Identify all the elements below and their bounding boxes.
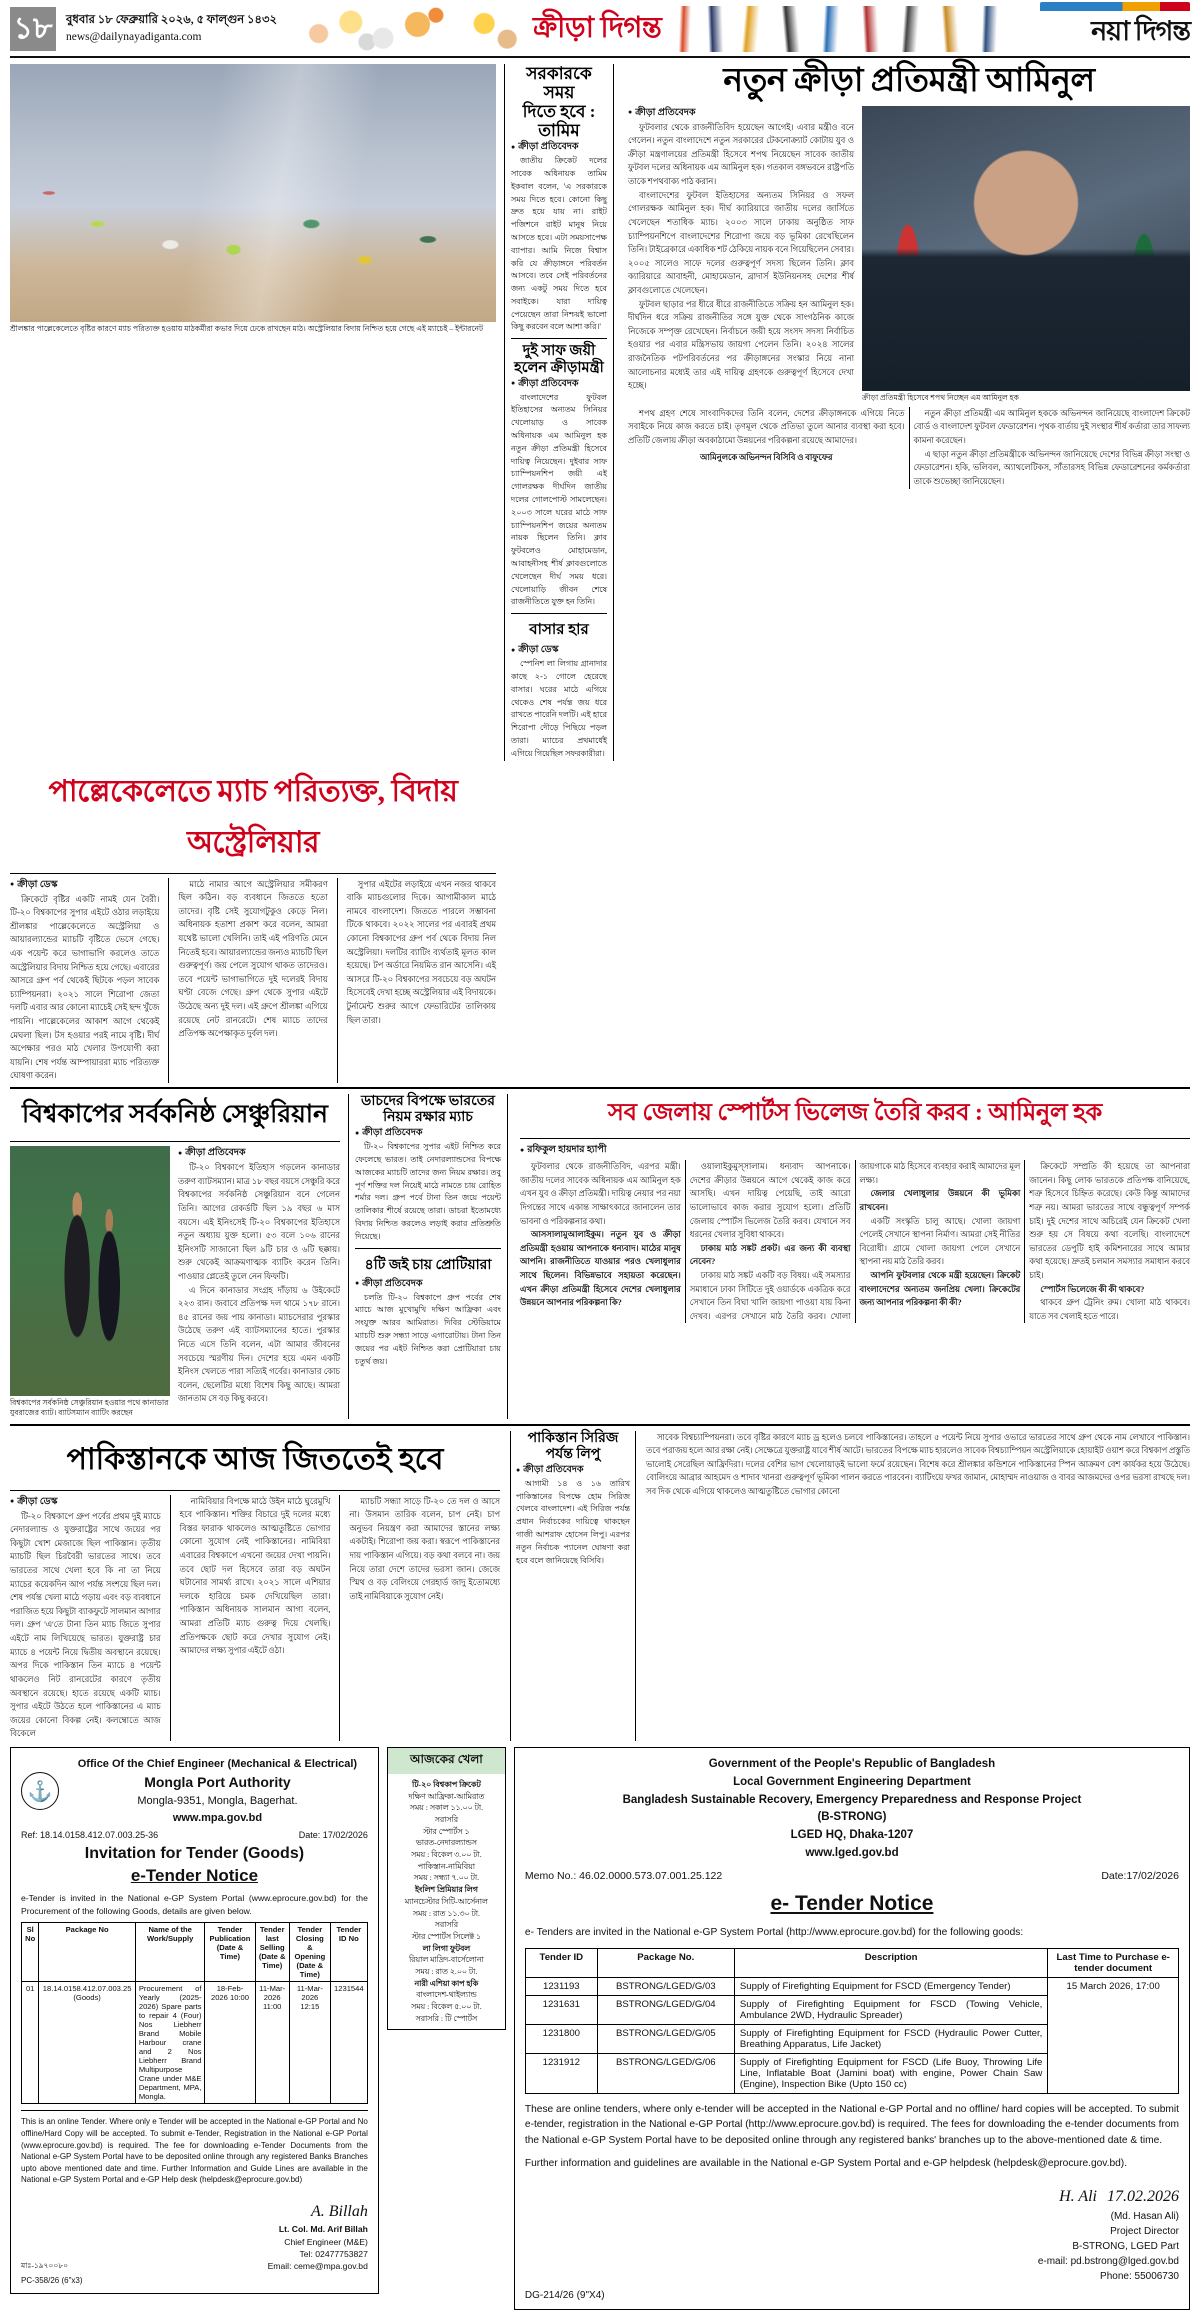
mpa-ad-code: PC-358/26 (6"x3): [21, 2275, 83, 2285]
lged-th-desc: Description: [734, 1949, 1047, 1978]
pakistan-col-1: ● ক্রীড়া ডেস্ক টি-২০ বিশ্বকাপে গ্রুপ পর্বের প্রথম দুই ম্যাচে নেদারল্যান্ড ও যুক্তরাষ্ট্রের সাথে জয়ের পর কিছুটা খোশ মেজাজে ছিল পাকিস্তান। তৃতীয় ম্যাচটি ছিল চিরবৈরী ভারতের সাথে। তবে ভারতের সাথে খেলা হবে কি না তা নিয়ে ম্যাচের কয়েকদিন আগ পর্যন্ত সংশয়ে ছিল দল। শেষ পর্যন্ত খেলা মাঠে গড়ায় এবং বড় ব্যবধানে পরাজিত হয়ে কিছুটা ব্যাকফুটে সালমান আগার দল। গ্রুপ 'এ'তে টানা তিন ম্যাচ জিতে সুপার এইটে নাম লিখিয়েছে ভারত। যুক্তরাষ্ট্র চার ম্যাচে ৪ পয়েন্ট নিয়ে দ্বিতীয় অবস্থানে রয়েছে। অপর দিকে পাকিস্তান তিন ম্যাচে ৪ পয়েন্ট থাকলেও নিট রানরেটের কারণে তৃতীয় অবস্থানে রয়েছে। হাতে রয়েছে একটি ম্যাচ। সুপার এইটে উঠতে হলে পাকিস্তানের এ ম্যাচ জয়ের কোনো বিকল্প নেই। কলম্বোতে আজ বিকেলে: [10, 1495, 161, 1741]
mpa-th-id: Tender ID No: [330, 1923, 367, 1982]
list-item: সরাসরি : টি স্পোর্টস: [415, 2013, 478, 2023]
lged-gov-line-2: Local Government Engineering Department: [733, 1775, 971, 1788]
pallekele-section: [10, 761, 1190, 1084]
list-item: বাংলাদেশ-থাইল্যান্ড: [416, 1990, 477, 2000]
todays-games-list: [394, 1779, 499, 2024]
masthead: [10, 6, 1190, 58]
lged-gov-line-4: (B-STRONG): [817, 1811, 887, 1824]
date-block: [66, 12, 277, 45]
mpa-td-package: 18.14.0158.412.07.003.25 (Goods): [39, 1982, 135, 2104]
lged-td-id: 1231912: [525, 2054, 597, 2094]
mpa-th-sl: Sl No: [22, 1923, 39, 1982]
list-item: টি-২০ বিশ্বকাপ ক্রিকেট: [412, 1779, 481, 1789]
lged-td-package: BSTRONG/LGED/G/06: [597, 2054, 734, 2094]
lipu-body: আগামী ১৪ ও ১৬ তারিখ পাকিস্তানের বিপক্ষে হোম সিরিজ খেলবে বাংলাদেশ। এই সিরিজ পর্যন্ত প্রধান নির্বাচকের দায়িত্বে থাকছেন গাজী আশরাফ হোসেন লিপু। এরপর নতুন নির্বাচক প্যানেল ঘোষণা করা হবে বলে জানিয়েছে বিসিবি।: [516, 1478, 630, 1565]
four-headline: ৪টি জই চায় প্রোটিয়ারা: [364, 1257, 492, 1273]
mpa-th-package: Package No: [39, 1923, 135, 1982]
sports-balls-graphic: [291, 6, 521, 52]
dachen-byline: ● ক্রীড়া প্রতিবেদক: [355, 1126, 501, 1141]
table-row: [525, 1978, 1178, 1996]
mpa-th-pub: Tender Publication (Date & Time): [205, 1923, 255, 1982]
four-body: চলতি টি-২০ বিশ্বকাপে গ্রুপ পর্বের শেষ ম্যাচে আজ মুখোমুখি দক্ষিণ আফ্রিকা এবং সংযুক্ত আরব আমিরাত। দিবির স্টেডিয়ামে ম্যাচটি শুরু সন্ধ্যা সাড়ে এগারোটায়। টানা তিন জয়ের পর এইট নিশ্চিত করা প্রোটিয়ারা চায় চতুর্থ জয়।: [355, 1292, 501, 1366]
lged-memo-no: Memo No.: 46.02.0000.573.07.001.25.122: [524, 1869, 723, 1882]
list-item: নারী এশিয়া কাপ হকি: [414, 1978, 479, 1988]
mpa-sign-title: Chief Engineer (M&E): [284, 2236, 368, 2247]
lged-gov-line-1: Government of the People's Republic of Bangladesh: [708, 1757, 996, 1770]
top-section: [10, 64, 1190, 761]
batsman-photo-caption: বিশ্বকাপের সর্বকনিষ্ঠ সেঞ্চুরিয়ান হওয়ার পথে কানাডার যুবরাজের ব্যাট। ব্যাটসম্যান ব্যাটিং করছেন: [10, 1398, 169, 1418]
lged-td-desc: Supply of Firefighting Equipment for FSCD (Hydraulic Power Cutter, Breathing Apparatus, Life Jacket): [734, 2025, 1047, 2054]
youngest-century-article: [10, 1094, 340, 1419]
mpa-td-work: Procurement of Yearly (2025-2026) Spare parts to repair 4 (Four) Nos Liebherr Brand Mobile Harbour crane and 2 Nos Liebherr Brand Multipurpose Crane under M&E Department, MPA, Mongla.: [135, 1982, 205, 2104]
tamim-headline-line2: দিতে হবে : তামিম: [522, 102, 596, 141]
minister-photo-caption: ক্রীড়া প্রতিমন্ত্রী হিসেবে শপথ নিচ্ছেন এম আমিনুল হক: [862, 392, 1019, 402]
mpa-td-id: 1231544: [330, 1982, 367, 2104]
mpa-website[interactable]: www.mpa.gov.bd: [172, 1811, 263, 1824]
list-item: সময় : সকাল ১১.০০ টা.: [409, 1803, 484, 1813]
pitch-article-column: [10, 64, 496, 761]
table-row: [22, 1982, 368, 2104]
lged-gov-line-5: LGED HQ, Dhaka-1207: [790, 1829, 914, 1842]
logo-color-bar: [1040, 2, 1190, 11]
tamim-byline: ● ক্রীড়া প্রতিবেদক: [511, 140, 607, 155]
middle-briefs-column: [504, 64, 614, 761]
list-item: ভারত-নেদারল্যান্ডস: [415, 1838, 477, 1848]
minister-body-1: ফুটবলার থেকে রাজনীতিবিদ হয়েছেন আগেই। এবার মন্ত্রীও বনে গেলেন। নতুন বাংলাদেশে নতুন সরকারের টেকনোক্র্যাট কোটায় যুব ও ক্রীড়া মন্ত্রণালয়ের প্রতিমন্ত্রী হিসেবে শপথ নিয়েছেন সাবেক জাতীয় ফুটবল দলের অধিনায়ক এম আমিনুল হক। গতকাল বঙ্গভবনে রাষ্ট্রপতি তাকে শপথবাক্য পাঠ করান। বাংলাদেশের ফুটবল ইতিহাসের অন্যতম সিনিয়র ও সফল গোলরক্ষক আমিনুল হক। দীর্ঘ ক্যারিয়ারে জাতীয় দলের জার্সিতে খেলেছেন শতাধিক ম্যাচ। ২০০৩ সালে ঢাকায় অনুষ্ঠিত সাফ চ্যাম্পিয়নশিপে বাংলাদেশের শিরোপা জয়ে বড় ভূমিকা রেখেছিলেন তিনি। টাইব্রেকারে একাধিক শট ঠেকিয়ে নায়ক বনে গিয়েছিলেন সেবার। ২০০৫ সালেও সাফে দলের গুরুত্বপূর্ণ সদস্য ছিলেন তিনি। ক্লাব ক্যারিয়ারে আবাহনী, মোহামেডান, ব্রাদার্স ইউনিয়নসহ দেশের শীর্ষ ক্লাবগুলোতে খেলেছেন। ফুটবল ছাড়ার পর ধীরে ধীরে রাজনীতিতে সক্রিয় হন আমিনুল হক। দীর্ঘদিন ধরে সক্রিয় রাজনীতির সঙ্গে যুক্ত থেকে সাংগঠনিক কাজে নিজেকে সম্পৃক্ত রেখেছেন। নির্বাচনে জয়ী হয়ে সংসদ সদস্য নির্বাচিত হওয়ার পর এবার মন্ত্রিসভায় জায়গা পেলেন তিনি। ২০২৪ সালের রাজনৈতিক পটপরিবর্তনের পর ক্রীড়াঙ্গনের সংস্কার নিয়ে নানা আলোচনার মধ্যেই তার এই দায়িত্ব গ্রহণকে গুরুত্বপূর্ণ হিসেবে দেখা হচ্ছে।: [628, 122, 854, 391]
list-item: সময় : রাত ১১.৩০ টা.: [412, 1908, 480, 1918]
paper-logo-text: নয়া দিগন্ত: [1091, 16, 1190, 46]
dachen-body: টি-২০ বিশ্বকাপের সুপার এইট নিশ্চিত করে ফেলেছে ভারত। তাই নেদারল্যান্ডসের বিপক্ষে আজকের ম্যাচটি তাদের জন্য নিয়ম রক্ষার। তবু পূর্ণ শক্তির দল নিয়েই মাঠে নামতে চায় রোহিত শর্মার দল। গ্রুপ পর্বে টানা তিন জয়ে পয়েন্ট তালিকার শীর্ষে রয়েছে তারা। ডাচরা ইতোমধ্যে বিদায় নিশ্চিত করলেও লড়াই করার প্রতিশ্রুতি দিয়েছে।: [355, 1142, 501, 1241]
mpa-note: This is an online Tender. Where only e Tender will be accepted in the National e-GP Portal and No offline/Hard Copy will be accepted. To submit e-Tender, Registration in the National e-GP Portal (www.eprocure.gov.bd) is required. The fee for downloading e-Tender Documents from the National e-GP System Portal have to be deposited online through any registered Banks Branches upto above mentioned date and time. Further Information and Guide Lines are available in the National e-GP System Portal and e-GP Help desk (helpdesk@eprocure.gov.bd): [21, 2110, 368, 2186]
lged-signature-date: 17.02.2026: [1107, 2188, 1179, 2206]
paper-logo: [1032, 2, 1190, 56]
list-item: দক্ষিণ আফ্রিকা-আমিরাত: [408, 1791, 485, 1801]
pakistan-section: [10, 1431, 1190, 1741]
pallekele-byline: ● ক্রীড়া ডেস্ক: [10, 878, 159, 893]
mpa-signature-block: [268, 2200, 368, 2273]
lged-td-desc: Supply of Firefighting Equipment for FSCD (Emergency Tender): [734, 1978, 1047, 1996]
sports-village-article: [516, 1094, 1190, 1419]
lged-ad-code: DG-214/26 (9"X4): [524, 2290, 605, 2302]
lged-table-header-row: [525, 1949, 1178, 1978]
lged-td-package: BSTRONG/LGED/G/03: [597, 1978, 734, 1996]
publication-date: বুধবার ১৮ ফেব্রুয়ারি ২০২৬, ৫ ফাল্গুন ১৪৩২: [66, 14, 277, 27]
todays-games-title: আজকের খেলা: [388, 1748, 505, 1774]
basar-headline: বাসার হার: [529, 622, 589, 639]
mpa-sign-name: Lt. Col. Md. Arif Billah: [278, 2224, 368, 2235]
lged-signature-block: [525, 2185, 1179, 2284]
youngest-text-block: ● ক্রীড়া প্রতিবেদক টি-২০ বিশ্বকাপে ইতিহাস গড়লেন কানাডার তরুণ ব্যাটসম্যান। মাত্র ১৮ বছর বয়সে সেঞ্চুরি করে বিশ্বকাপের সর্বকনিষ্ঠ সেঞ্চুরিয়ান বনে গেলেন তিনি। আগের রেকর্ডটি ছিল ১৯ বছর ৬ মাস বয়সে। এই ইনিংসেই টি-২০ বিশ্বকাপের ইতিহাসে নতুন অধ্যায় যুক্ত হলো। ৫৩ বলে ১০৬ রানের ইনিংসটি সাজানো ছিল ৯টি চার ও ৬টি ছক্কায়। শুরু থেকেই আক্রমণাত্মক ব্যাটিং করেন তিনি। পাওয়ার প্লেতেই তুলে নেন ফিফটি। এ দিনে কানাডার সংগ্রহ দাঁড়ায় ৬ উইকেটে ২২৩ রান। জবাবে প্রতিপক্ষ দল থামে ১৭৮ রানে। ৪৫ রানের জয় পায় কানাডা। ম্যাচসেরার পুরস্কার উঠেছে তরুণ এই ব্যাটসম্যানের হাতে। পুরস্কার নিতে এসে তিনি বলেন, এটা আমার জীবনের সবচেয়ে স্মরণীয় দিন। দেশের হয়ে এমন একটি ইনিংস খেলতে পারা সত্যিই গর্বের। কানাডার কোচ বলেন, ছেলেটির মধ্যে বিশেষ কিছু আছে। আমরা জানতাম সে বড় কিছু করবে।: [178, 1146, 340, 1419]
lged-td-desc: Supply of Firefighting Equipment for FSCD (Life Buoy, Throwing Life Line, Inflatable Boat (Jamini boat) with engine, Power Chain Saw (Engine), Inspection Bike (Upto 150 cc): [734, 2054, 1047, 2094]
second-section: [10, 1094, 1190, 1419]
minister-subhead: আমিনুলকে অভিনন্দন বিসিবি ও বাফুফের: [699, 452, 833, 462]
mpa-th-sell: Tender last Selling (Date & Time): [255, 1923, 289, 1982]
lged-tender-table: [525, 1948, 1179, 2094]
mpa-signature-mark: A. Billah: [310, 2202, 368, 2220]
mpa-date: Date: 17/02/2026: [298, 1830, 368, 1841]
mpa-office-line-2: Mongla Port Authority: [144, 1774, 291, 1791]
minister-text-block: [628, 106, 854, 403]
mpa-sign-email[interactable]: Email: ceme@mpa.gov.bd: [267, 2261, 368, 2272]
batsman-photo: [10, 1146, 170, 1396]
list-item: স্টার স্পোর্টস সিলেক্ট ১: [411, 1931, 482, 1941]
minister-headline: নতুন ক্রীড়া প্রতিমন্ত্রী আমিনুল: [723, 63, 1095, 99]
contact-email: news@dailynayadiganta.com: [66, 31, 202, 43]
basar-body: স্পেনিশ লা লিগায় গ্রানাদার কাছে ২-১ গোলে হেরেছে বাসার। ঘরের মাঠে এগিয়ে থেকেও শেষ পর্যন্ত জয় ধরে রাখতে পারেনি দলটি। এই হারে শিরোপা দৌড়ে পিছিয়ে পড়ল তারা। ম্যাচের প্রথমার্ধেই এগিয়ে গিয়েছিল সফরকারীরা।: [511, 659, 607, 758]
two-saf-headline-line1: দুই সাফ জয়ী: [522, 343, 596, 360]
mpa-etender-title: e-Tender Notice: [130, 1866, 259, 1886]
list-item: সময় : বিকেল ৩.০০ টা.: [411, 1850, 482, 1860]
lged-sign-email[interactable]: e-mail: pd.bstrong@lged.gov.bd: [1037, 2256, 1179, 2268]
minister-article-column: [622, 64, 1190, 761]
lged-website[interactable]: www.lged.gov.bd: [805, 1847, 899, 1859]
mpa-office-line-3: Mongla-9351, Mongla, Bagerhat.: [137, 1795, 298, 1808]
list-item: ইংলিশ প্রিমিয়ার লিগ: [414, 1885, 478, 1895]
lged-td-id: 1231193: [525, 1978, 597, 1996]
lged-sign-phone: Phone: 55006730: [1100, 2271, 1179, 2283]
minister-photo-block: [862, 106, 1190, 403]
list-item: স্টার স্পোর্টস ১: [423, 1826, 470, 1836]
athletes-graphic: [673, 6, 1032, 52]
lipu-headline-line1: পাকিস্তান সিরিজ: [527, 1430, 619, 1446]
lged-signature-mark: H. Ali: [1059, 2188, 1097, 2206]
lipu-column: [510, 1431, 636, 1741]
pakistan-article: [10, 1431, 500, 1741]
lged-date: Date:17/02/2026: [1101, 1869, 1179, 1882]
list-item: সময় : রাত ২.০০ টা.: [415, 1966, 478, 1976]
two-saf-body: বাংলাদেশের ফুটবল ইতিহাসের অন্যতম সিনিয়র খেলোয়াড় ও সাবেক অধিনায়ক এম আমিনুল হক নতুন ক্রীড়া প্রতিমন্ত্রী হিসেবে দায়িত্ব নিয়েছেন। দুইবার সাফ চ্যাম্পিয়নশিপ জয়ী এই গোলরক্ষক দীর্ঘদিন জাতীয় দলের গোলপোস্ট সামলেছেন। ২০০৩ সালে ঘরের মাঠে সাফ চ্যাম্পিয়নশিপ জয়ের অন্যতম নায়ক ছিলেন তিনি। ক্লাব ফুটবলেও মোহামেডান, আবাহনীসহ শীর্ষ ক্লাবগুলোতে খেলেছেন দীর্ঘ সময় ধরে। খেলোয়াড়ি জীবন শেষে রাজনীতিতে যুক্ত হন তিনি।: [511, 392, 607, 607]
mpa-sign-tel: Tel: 02477753827: [299, 2249, 368, 2259]
four-byline: ● ক্রীড়া প্রতিবেদক: [355, 1277, 501, 1292]
mpa-th-close: Tender Closing & Opening (Date & Time): [289, 1923, 330, 1982]
two-saf-headline-line2: হলেন ক্রীড়ামন্ত্রী: [514, 359, 604, 376]
lged-sign-name: (Md. Hasan Ali): [1110, 2211, 1179, 2223]
lged-sign-org: B-STRONG, LGED Part: [1072, 2241, 1179, 2253]
anchor-icon: [21, 1772, 59, 1810]
pakistan-byline: ● ক্রীড়া ডেস্ক: [10, 1495, 161, 1510]
tamim-headline-line1: সরকারকে সময়: [526, 64, 592, 103]
list-item: পাকিস্তান-নামিবিয়া: [417, 1861, 476, 1871]
lged-th-last: Last Time to Purchase e-tender document: [1048, 1949, 1179, 1978]
pallekele-headline: পাল্লেকেলেতে ম্যাচ পরিত্যক্ত, বিদায় অস্ট্রেলিয়ার: [48, 774, 458, 859]
lged-th-package: Package No.: [597, 1949, 734, 1978]
tamim-body: জাতীয় ক্রিকেট দলের সাবেক অধিনায়ক তামিম ইকবাল বলেন, 'এ সরকারকে সময় দিতে হবে। কোনো কিছু দ্রুত হয়ে যায় না। রাইট পজিশনে রাইট মানুষ নিয়ে আসতে হবে। এটা সময়সাপেক্ষ ব্যাপার। আমি নিজে বিশ্বাস করি যে ক্রীড়াঙ্গনে পরিবর্তন আসবে। তবে সেই পরিবর্তনের জন্য একটু সময় দিতে হবে সবাইকে। যারা দায়িত্ব পেয়েছেন তারা নিশ্চয়ই ভালো কিছু করবেন বলে আশা করি।': [511, 156, 607, 332]
youngest-byline: ● ক্রীড়া প্রতিবেদক: [178, 1146, 340, 1161]
lged-td-desc: Supply of Firefighting Equipment for FSCD (Towing Vehicle, Ambulance 2WD, Hydraulic Spreader): [734, 1996, 1047, 2025]
pitch-photo: [10, 64, 496, 322]
lipu-headline-line2: পর্যন্ত লিপু: [545, 1446, 601, 1462]
list-item: ম্যানচেস্টার সিটি-আর্সেনাল: [404, 1896, 488, 1906]
mpa-td-sl: 01: [22, 1982, 39, 2104]
basar-byline: ● ক্রীড়া ডেস্ক: [511, 643, 607, 658]
mpa-td-sell: 11-Mar-2026 11:00: [255, 1982, 289, 2104]
minister-body-2: শপথ গ্রহণ শেষে সাংবাদিকদের তিনি বলেন, দেশের ক্রীড়াঙ্গনকে এগিয়ে নিতে সবাইকে নিয়ে কাজ করতে চাই। তৃণমূল থেকে প্রতিভা তুলে আনার ব্যবস্থা করা হবে। প্রতিটি জেলায় ক্রীড়া অবকাঠামো উন্নয়নের পরিকল্পনা রয়েছে আমাদের। আমিনুলকে অভিনন্দন বিসিবি ও বাফুফের নতুন ক্রীড়া প্রতিমন্ত্রী এম আমিনুল হককে অভিনন্দন জানিয়েছে বাংলাদেশ ক্রিকেট বোর্ড ও বাংলাদেশ ফুটবল ফেডারেশন। পৃথক বার্তায় দুই সংস্থার শীর্ষ কর্তারা তার সাফল্য কামনা করেছেন। এ ছাড়া নতুন ক্রীড়া প্রতিমন্ত্রীকে অভিনন্দন জানিয়েছে দেশের বিভিন্ন ক্রীড়া সংস্থা ও ফেডারেশন। হকি, ভলিবল, অ্যাথলেটিকস, সাঁতারসহ বিভিন্ন ফেডারেশনের কর্মকর্তারা তাকে শুভেচ্ছা জানিয়েছেন।: [628, 408, 1190, 486]
mpa-tender-table: [21, 1922, 368, 2104]
lged-td-package: BSTRONG/LGED/G/04: [597, 1996, 734, 2025]
dachen-headline-line1: ডাচদের বিপক্ষে ভারতের: [361, 1094, 495, 1110]
lged-td-package: BSTRONG/LGED/G/05: [597, 2025, 734, 2054]
mpa-ref: Ref: 18.14.0158.412.07.003.25-36: [21, 1830, 159, 1841]
mpa-intro: e-Tender is invited in the National e-GP System Portal (www.eprocure.gov.bd) for the Procurement of the following Goods, details are given below.: [21, 1893, 368, 1916]
two-saf-byline: ● ক্রীড়া প্রতিবেদক: [511, 377, 607, 392]
lged-gov-line-3: Bangladesh Sustainable Recovery, Emergency Preparedness and Response Project: [622, 1793, 1082, 1806]
classified-ads-row: [10, 1747, 1190, 2310]
page-number: ১৮: [10, 7, 56, 51]
mpa-th-work: Name of the Work/Supply: [135, 1923, 205, 1982]
sports-village-byline: ● রফিকুল হায়দার হ্যাপী: [520, 1143, 1190, 1158]
pakistan-col-4: সাবেক বিশ্বচ্যাম্পিয়নরা। তবে বৃষ্টির কারণে ম্যাচ ড্র হলেও চলবে পাকিস্তানের। তাহলে ৫ পয়েন্ট নিয়ে সুপার ওভারে ভারতের সাথে গ্রুপ থেকে নাম লেখাবে পাকিস্তান। তবে পরাজয় হলে আর রক্ষা নেই। সেক্ষেত্রে যুক্তরাষ্ট্র যাবে শীর্ষ আটে। ভারতের বিপক্ষে ম্যাচ হারলেও সাবেক বিশ্বচ্যাম্পিয়ন অস্ট্রেলিয়াকে হোয়াইট ওয়াশ করে বিশ্বকাপ প্রস্তুতি ভালোই সেরেছিল আফ্রিদিরা। দলের বেশির ভাগ খেলোয়াড়ই ভালো ফর্মে রয়েছেন। বিশেষ করে শ্রীলঙ্কার কন্ডিশনে পাকিস্তানের স্পিন আক্রমণ বেশ কার্যকর হয়ে উঠেছে। বোলিংয়ে আব্রার আহমেদ ও শাদাব খানরা গুরুত্বপূর্ণ ভূমিকা পালন করতে পারবেন। ব্যাটিংয়ে ফখর জামান, মোহাম্মদ নাওয়াজ ও বাবর আজমদের ওপর ভরসা রাখছে দল। সব দিক থেকে এগিয়ে থাকলেও আত্মতুষ্টিতে ভোগার কোনো: [646, 1432, 1190, 1497]
list-item: সরাসরি: [434, 1920, 459, 1930]
lged-note-1: These are online tenders, where only e-tender will be accepted in the National e-GP Portal and no offline/ hard copies will be accepted. To submit e-tender, registration in the National e-GP Portal (http://www.eprocure.gov.bd) is required. The fees for downloading the e-tender documents from the National e-GP System Portal have to be deposited online through any registered banks' branches up to the above-mentioned date & time.: [524, 2104, 1179, 2146]
lged-td-id: 1231800: [525, 2025, 597, 2054]
mpa-table-header-row: [22, 1923, 368, 1982]
pallekele-col-1: ● ক্রীড়া ডেস্ক ক্রিকেটে বৃষ্টির একটি নামই যেন বৈরী। টি-২০ বিশ্বকাপের সুপার এইটে ওঠার লড়াইয়ে শ্রীলঙ্কার পাল্লেকেলেতে অস্ট্রেলিয়া ও আয়ারল্যান্ডের ম্যাচটি বৃষ্টিতে ভেসে গেছে। এক পয়েন্ট করে ভাগাভাগি করলেও তাতে অস্ট্রেলিয়ার বিদায় নিশ্চিত হয়ে গেছে। এবারের আসরে গ্রুপ পর্ব থেকেই ছিটকে পড়ল সাবেক চ্যাম্পিয়নরা। ২০২১ সালে শিরোপা জেতা দলটি এবার আর কোনো ম্যাচেই সেই ছন্দ খুঁজে পায়নি। পাল্লেকেলের আকাশ আগে থেকেই মেঘলা ছিল। টস হওয়ার পরই নামে বৃষ্টি। দীর্ঘ অপেক্ষার পরও মাঠ খেলার উপযোগী করা যায়নি। শেষ পর্যন্ত আম্পায়াররা ম্যাচ পরিত্যক্ত ঘোষণা করেন।: [10, 878, 159, 1084]
lged-note-2: Further information and guidelines are available in the National e-GP System Portal and e-GP helpdesk (helpdesk@eprocure.gov.bd).: [524, 2158, 1128, 2169]
mpa-td-close: 11-Mar-2026 12:15: [289, 1982, 330, 2104]
dachen-four-column: [348, 1094, 508, 1419]
lged-td-id: 1231631: [525, 1996, 597, 2025]
pakistan-headline: পাকিস্তানকে আজ জিততেই হবে: [66, 1442, 444, 1476]
list-item: সময় : বিকেল ৫.০০ টা.: [411, 2002, 482, 2011]
pakistan-col-2: নামিবিয়ার বিপক্ষে মাঠে উইন মাঠে ঘুরেমুখি হবে পাকিস্তান। শক্তির বিচারে দুই দলের মধ্যে বিস্তর ফারাক থাকলেও আত্মতুষ্টিতে ভোগার কোনো সুযোগ নেই পাকিস্তানের। নামিবিয়া এবারের বিশ্বকাপে এখনো জয়ের দেখা পায়নি। তবে ছোট দল হিসেবে তারা বড় অঘটন ঘটানোর সামর্থ্য রাখে। ২০২১ সালে এশিয়ার দলকে হারিয়ে চমক দেখিয়েছিল তারা। পাকিস্তান অধিনায়ক সালমান আগা বলেন, আমরা প্রতিটি ম্যাচ গুরুত্ব দিয়ে খেলছি। প্রতিপক্ষকে ছোট করে দেখার সুযোগ নেই। আমাদের লক্ষ্য সুপার এইটে ওঠা।: [170, 1495, 331, 1741]
lged-etender-title: e- Tender Notice: [770, 1891, 934, 1915]
dachen-headline-line2: নিয়ম রক্ষার ম্যাচ: [383, 1110, 473, 1126]
youngest-photo-block: [10, 1146, 170, 1419]
youngest-headline: বিশ্বকাপের সর্বকনিষ্ঠ সেঞ্চুরিয়ান: [22, 1101, 328, 1129]
minister-byline: ● ক্রীড়া প্রতিবেদক: [628, 106, 854, 121]
lged-td-last-time: 15 March 2026, 17:00: [1048, 1978, 1179, 2094]
sports-village-headline: সব জেলায় স্পোর্টস ভিলেজ তৈরি করব : আমিনুল হক: [608, 1100, 1102, 1127]
pallekele-col-2: মাঠে নামার আগে অস্ট্রেলিয়ার সমীকরণ ছিল কঠিন। বড় ব্যবধানে জিততে হতো তাদের। বৃষ্টি সেই সুযোগটুকুও কেড়ে নিল। অধিনায়ক হতাশা প্রকাশ করে বলেন, আমরা যথেষ্ট ভালো খেলিনি। তাই এই পরিণতি মেনে নিতেই হবে। আয়ারল্যান্ডের জন্যও ম্যাচটি ছিল গুরুত্বপূর্ণ। জয় পেলে সুযোগ থাকত তাদেরও। তবে পয়েন্ট ভাগাভাগিতে দুই দলেরই বিদায় ঘণ্টা বেজে গেছে। গ্রুপ থেকে সুপার এইটে উঠেছে অন্য দুই দল। এই গ্রুপে শ্রীলঙ্কা এগিয়ে রয়েছে নেট রানরেটে। শেষ ম্যাচে তাদের প্রতিপক্ষ অপেক্ষাকৃত দুর্বল দল।: [168, 878, 327, 1084]
list-item: রিয়াল মাদ্রিদ-বার্সেলোনা: [408, 1955, 484, 1965]
mpa-td-pub: 18-Feb-2026 10:00: [205, 1982, 255, 2104]
pakistan-col-3: ম্যাচটি সন্ধ্যা সাড়ে টি-২০ তে দল ও আসে না। উসমান তারিক বলেন, চাপ নেই। চাপ অনুভব নিয়ন্ত্রণ করা আমাদের স্তানের লক্ষ্য একটাই। শিরোপা জয় করা। স্বরূপে পাকিস্তানের দায় পাকিস্তান এগিয়ে। বড় কথা বলবে না। জয় নিয়ে তারা দেশে তাদের ভরসা জান। জেজে স্মিথ ও বড় বেলিংয়ে গেরহার্ড জাদু ইতোমধ্যে তাই নামিবিয়াকে সুযোগ নেই।: [339, 1495, 500, 1741]
list-item: সময় : সন্ধ্যা ৭.০০ টা.: [413, 1873, 480, 1883]
lged-intro: e- Tenders are invited in the National e-GP System Portal (http://www.eprocure.gov.bd) for the following goods:: [524, 1926, 1024, 1938]
sports-village-body: ফুটবলার থেকে রাজনীতিবিদ, এরপর মন্ত্রী। জাতীয় দলের সাবেক অধিনায়ক এম আমিনুল হক এখন যুব ও ক্রীড়া প্রতিমন্ত্রী। দায়িত্ব নেয়ার পর নয়া দিগন্তের সাথে একান্ত সাক্ষাৎকারে জানালেন তার ভাবনা ও পরিকল্পনার কথা। আসসালামুআলাইকুম। নতুন যুব ও ক্রীড়া প্রতিমন্ত্রী হওয়ায় আপনাকে ধন্যবাদ। মাঠের মানুষ আপনি। রাজনীতিতে যাওয়ার পরও খেলাধুলার সাথে ছিলেন। বিভিন্নভাবে সহায়তা করেছেন। এখন ক্রীড়া প্রতিমন্ত্রী হিসেবে দেশের খেলাধুলার উন্নয়নে আপনার পরিকল্পনা কি? ওয়ালাইকুমুস্সালাম। ধন্যবাদ আপনাকে। দেশের ক্রীড়ার উন্নয়নে আগে থেকেই কাজ করে আসছি। এখন দায়িত্ব পেয়েছি, তাই আরো ভালোভাবে কাজ করার সুযোগ হলো। প্রতিটি জেলায় স্পোর্টস ভিলেজ তৈরি করব। যেখানে সব ধরনের খেলার সুবিধা থাকবে। ঢাকায় মাঠ সঙ্কট প্রকট। এর জন্য কী ব্যবস্থা নেবেন? ঢাকায় মাঠ সঙ্কট একটি বড় বিষয়। এই সমস্যার সমাধানে ঢাকা সিটিতে দুই ওয়ার্ডকে একত্রিক করে সেখানে তিন বিঘা খালি জায়গা পাওয়া যায় কিনা দেখব। এরপর সেখানে মাঠ তৈরি করব। খোলা জায়গাকে মাঠ হিসেবে ব্যবহার করাই আমাদের মূল লক্ষ্য। জেলার খেলাধুলার উন্নয়নে কী ভূমিকা রাখবেন। একটি সংস্কৃতি চালু আছে। খোলা জায়গা পেলেই সেখানে স্থাপনা নির্মাণ। আমরা সেই নীতির বিরোধী। গ্রামে খোলা জায়গা পেলে সেখানে স্থাপনা নয় মাঠ তৈরি করব। আপনি ফুটবলার থেকে মন্ত্রী হয়েছেন। ক্রিকেট বাংলাদেশের অন্যতম জনপ্রিয় খেলা। ক্রিকেটের জন্য আপনার পরিকল্পনা কী কী? ক্রিকেটে সম্প্রতি কী হয়েছে তা আপনারা জানেন। কিছু লোক ভারতকে প্রতিপক্ষ বানিয়েছে, শত্রু হিসেবে চিহ্নিত করেছে। কেউ কিন্তু আমাদের শত্রু নয়। আমরা ভারতের সাথে বন্ধুত্বপূর্ণ সম্পর্ক চাই। দুই দেশের সাথে অচিরেই যেন ক্রিকেট খেলা শুরু হয় সে বিষয়ে কথা বলেছি। বাংলাদেশে ভারতের ডেপুটি হাই কমিশনারের সাথে আমার কথা হয়েছে। দ্রুতই চলমান সমস্যার সমাধান করবে চাই। স্পোর্টস ভিলেজে কী কী থাকবে? থাকবে গ্রুপ ট্রেনিং রুম। খোলা মাঠ থাকবে। যাতে সব খেলাই হতে পারে।: [520, 1162, 1190, 1321]
todays-games-box: [387, 1747, 506, 2030]
pallekele-col-3: সুপার এইটের লড়াইয়ে এখন নজর থাকবে বাকি ম্যাচগুলোর দিকে। আগামীকাল মাঠে নামবে বাংলাদেশ। জিততে পারলে সম্ভাবনা টিকে থাকবে। ২০২২ সালের পর এবারই প্রথম কোনো বিশ্বকাপের গ্রুপ পর্ব থেকে বিদায় নিল অস্ট্রেলিয়া। দলটির ব্যাটিং ব্যর্থতাই মূলত কাল হয়েছে। টপ অর্ডারে নিয়মিত রান আসেনি। এই আসরে টি-২০ বিশ্বকাপের সবচেয়ে বড় অঘটন হিসেবেই দেখা হচ্ছে অস্ট্রেলিয়ার এই বিদায়কে। টুর্নামেন্ট শুরুর আগে ফেভারিটের তালিকায় ছিল তারা।: [337, 878, 496, 1084]
mongla-tender-ad: [10, 1747, 379, 2294]
list-item: সরাসরি: [434, 1815, 459, 1824]
mpa-stamp-number: মাঃ-১৯৭০০৮০: [21, 2260, 68, 2270]
lged-sign-title: Project Director: [1110, 2226, 1179, 2238]
mpa-office-line-1: Office Of the Chief Engineer (Mechanical & Electrical): [77, 1757, 358, 1770]
list-item: লা লিগা ফুটবল: [422, 1943, 471, 1953]
lged-tender-ad: [514, 1747, 1190, 2310]
mpa-invitation-title: Invitation for Tender (Goods): [84, 1845, 305, 1863]
pitch-photo-caption: শ্রীলঙ্কার পাল্লেকেলেতে বৃষ্টির কারণে ম্যাচ পরিত্যক্ত হওয়ায় মাঠকর্মীরা কভার দিয়ে ঢেকে রাখছেন মাঠ। অস্ট্রেলিয়ার বিদায় নিশ্চিত হয়ে গেছে এই ম্যাচেই – ইন্টারনেট: [10, 324, 484, 333]
minister-photo: [862, 106, 1190, 391]
lged-th-id: Tender ID: [525, 1949, 597, 1978]
lipu-byline: ● ক্রীড়া প্রতিবেদক: [516, 1463, 630, 1478]
section-logo: ক্রীড়া দিগন্ত: [532, 11, 662, 44]
